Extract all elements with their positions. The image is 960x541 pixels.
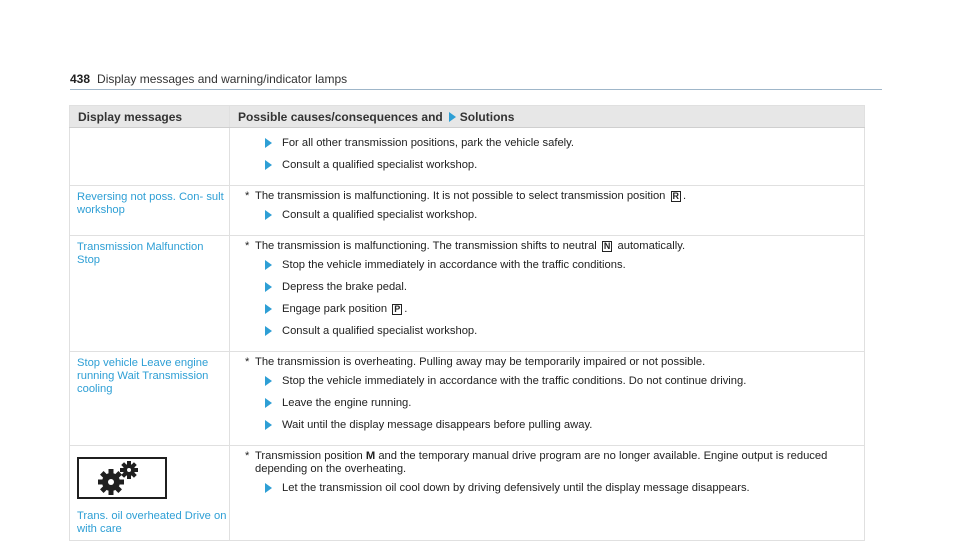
cause-suffix: automatically.: [617, 240, 686, 252]
header-rule: [70, 89, 882, 90]
step-text: Wait until the display message disappears before pulling away.: [282, 419, 593, 431]
step-text: Depress the brake pedal.: [282, 281, 408, 293]
solution-step: [237, 303, 864, 316]
page-header: [70, 72, 347, 86]
cause-text: [237, 240, 864, 253]
arrow-right-icon: [265, 483, 272, 493]
page-number: 438: [70, 72, 91, 86]
col-header-solutions-label: Solutions: [459, 109, 515, 124]
step-text: Stop the vehicle immediately in accordance with the traffic conditions.: [282, 259, 626, 271]
display-message-text: Stop vehicle Leave engine running Wait Transmission cooling: [77, 357, 209, 395]
message-cell: [70, 128, 230, 186]
solution-step: [237, 419, 864, 432]
table-row: [70, 128, 865, 186]
arrow-right-icon: [265, 282, 272, 292]
arrow-right-icon: [265, 210, 272, 220]
message-cell: [70, 186, 230, 236]
step-text: Engage park position: [282, 303, 388, 315]
step-text: Leave the engine running.: [282, 397, 412, 409]
step-text: Stop the vehicle immediately in accordance with the traffic conditions. Do not continue driving.: [282, 375, 747, 387]
table-row: [70, 186, 865, 236]
cause-sentence: and the temporary manual drive program are no longer available. Engine output is reduced depending on the overheating.: [255, 450, 828, 475]
solution-cell: [230, 352, 865, 446]
table-row: [70, 352, 865, 446]
cause-sentence: The transmission is malfunctioning. The transmission shifts to neutral: [255, 240, 597, 252]
solution-step: [237, 259, 864, 272]
arrow-right-icon: [265, 304, 272, 314]
cause-suffix: .: [683, 190, 687, 202]
step-text: Consult a qualified specialist workshop.: [282, 209, 478, 221]
arrow-right-icon: [265, 138, 272, 148]
overheated-gears-icon: [77, 457, 167, 499]
table-row: [70, 446, 865, 541]
cause-sentence: The transmission is malfunctioning. It is not possible to select transmission position: [255, 190, 666, 202]
solution-step: [237, 482, 864, 495]
display-message-text: Reversing not poss. Con- sult workshop: [77, 191, 224, 216]
asterisk: *: [245, 450, 250, 462]
arrow-right-icon: [265, 160, 272, 170]
step-text: Consult a qualified specialist workshop.: [282, 159, 478, 171]
gear-position-m: M: [365, 450, 376, 462]
solution-step: [237, 209, 864, 222]
gear-key-icon: P: [394, 304, 401, 314]
solution-cell: [230, 128, 865, 186]
cause-sentence: The transmission is overheating. Pulling away may be temporarily impaired or not possible.: [255, 356, 706, 368]
gear-key-icon: N: [603, 241, 611, 251]
arrow-right-icon: [265, 376, 272, 386]
solution-cell: [230, 236, 865, 352]
arrow-right-icon: [265, 260, 272, 270]
message-cell: [70, 446, 230, 541]
solution-step: [237, 159, 864, 172]
gears-icon: [89, 460, 161, 496]
cause-prefix: Transmission position: [255, 450, 363, 462]
solution-step: [237, 281, 864, 294]
message-cell: [70, 352, 230, 446]
asterisk: *: [245, 240, 250, 252]
col-header-causes-solutions: [230, 106, 865, 128]
col-header-display-messages: Display messages: [70, 106, 230, 128]
solution-step: [237, 375, 864, 388]
col-header-causes-label: Possible causes/consequences and: [238, 109, 443, 124]
solution-cell: [230, 186, 865, 236]
arrow-right-icon: [265, 398, 272, 408]
display-messages-table: [69, 105, 865, 541]
display-message-text: Trans. oil overheated Drive on with care: [77, 510, 227, 535]
gear-key-icon: R: [672, 191, 680, 201]
asterisk: *: [245, 190, 250, 202]
step-text: Consult a qualified specialist workshop.: [282, 325, 478, 337]
table-row: [70, 236, 865, 352]
page-title: Display messages and warning/indicator lamps: [97, 72, 348, 86]
cause-text: [237, 450, 864, 476]
display-message-text: Transmission Malfunction Stop: [77, 241, 204, 266]
solution-step: [237, 397, 864, 410]
cause-text: [237, 190, 864, 203]
solution-step: [237, 137, 864, 150]
step-text: Let the transmission oil cool down by driving defensively until the display message disappears.: [282, 482, 750, 494]
arrow-right-icon: [265, 326, 272, 336]
solution-cell: [230, 446, 865, 541]
arrow-right-icon: [449, 112, 456, 122]
step-suffix: .: [404, 303, 408, 315]
step-text: For all other transmission positions, park the vehicle safely.: [282, 137, 575, 149]
arrow-right-icon: [265, 420, 272, 430]
asterisk: *: [245, 356, 250, 368]
solution-step: [237, 325, 864, 338]
table-header-row: [70, 106, 865, 128]
cause-text: [237, 356, 864, 369]
message-cell: [70, 236, 230, 352]
